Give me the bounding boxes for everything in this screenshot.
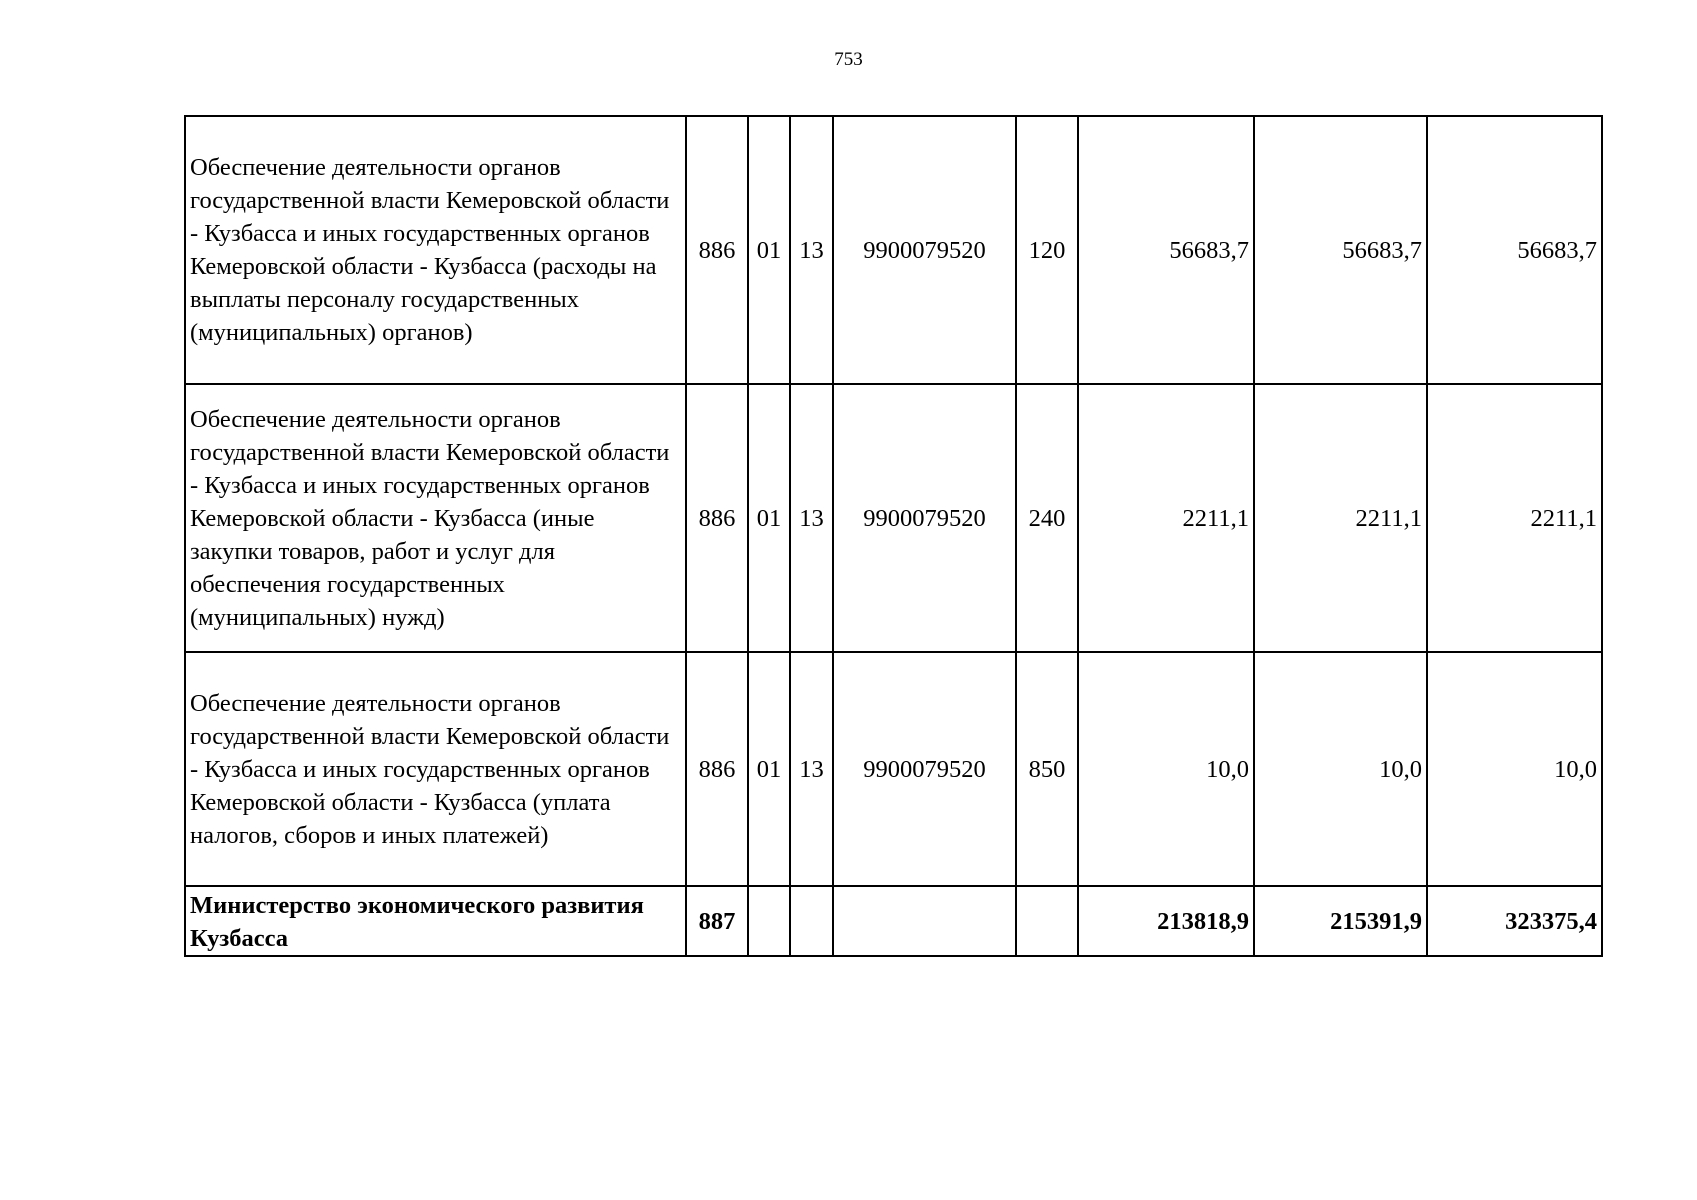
- year3-amount-cell: 2211,1: [1427, 384, 1602, 652]
- year2-amount-cell: 56683,7: [1254, 116, 1427, 384]
- expense-type-cell: 850: [1016, 652, 1078, 886]
- section-cell: [748, 886, 790, 956]
- table-row: [185, 384, 1602, 652]
- ministry-code-cell: 886: [686, 116, 748, 384]
- row-name-cell: Обеспечение деятельности органов государственной власти Кемеровской области - Кузбасса и иных государственных органов Кемеровской области - Кузбасса (уплата налогов, сборов и иных платежей): [185, 652, 686, 886]
- year1-amount-cell: 2211,1: [1078, 384, 1254, 652]
- year2-amount-cell: 2211,1: [1254, 384, 1427, 652]
- subsection-cell: 13: [790, 116, 833, 384]
- year2-amount-cell: 10,0: [1254, 652, 1427, 886]
- target-article-cell: [833, 886, 1016, 956]
- year3-amount-cell: 10,0: [1427, 652, 1602, 886]
- year1-amount-cell: 10,0: [1078, 652, 1254, 886]
- subsection-cell: 13: [790, 652, 833, 886]
- target-article-cell: 9900079520: [833, 116, 1016, 384]
- target-article-cell: 9900079520: [833, 384, 1016, 652]
- row-name-cell: Министерство экономического развития Кузбасса: [185, 886, 686, 956]
- section-cell: 01: [748, 384, 790, 652]
- subsection-cell: 13: [790, 384, 833, 652]
- table-row: [185, 116, 1602, 384]
- expense-type-cell: 240: [1016, 384, 1078, 652]
- year1-amount-cell: 213818,9: [1078, 886, 1254, 956]
- year3-amount-cell: 56683,7: [1427, 116, 1602, 384]
- table-row-total: [185, 886, 1602, 956]
- expense-type-cell: 120: [1016, 116, 1078, 384]
- table-row: [185, 652, 1602, 886]
- row-name-cell: Обеспечение деятельности органов государственной власти Кемеровской области - Кузбасса и иных государственных органов Кемеровской области - Кузбасса (иные закупки товаров, работ и услуг для обеспечения государственных (муниципальных) нужд): [185, 384, 686, 652]
- year3-amount-cell: 323375,4: [1427, 886, 1602, 956]
- ministry-code-cell: 886: [686, 384, 748, 652]
- expense-type-cell: [1016, 886, 1078, 956]
- section-cell: 01: [748, 652, 790, 886]
- year2-amount-cell: 215391,9: [1254, 886, 1427, 956]
- ministry-code-cell: 886: [686, 652, 748, 886]
- target-article-cell: 9900079520: [833, 652, 1016, 886]
- ministry-code-cell: 887: [686, 886, 748, 956]
- subsection-cell: [790, 886, 833, 956]
- budget-table: [184, 115, 1603, 957]
- section-cell: 01: [748, 116, 790, 384]
- page-number: 753: [834, 49, 863, 70]
- year1-amount-cell: 56683,7: [1078, 116, 1254, 384]
- row-name-cell: Обеспечение деятельности органов государственной власти Кемеровской области - Кузбасса и иных государственных органов Кемеровской области - Кузбасса (расходы на выплаты персоналу государственных (муниципальных) органов): [185, 116, 686, 384]
